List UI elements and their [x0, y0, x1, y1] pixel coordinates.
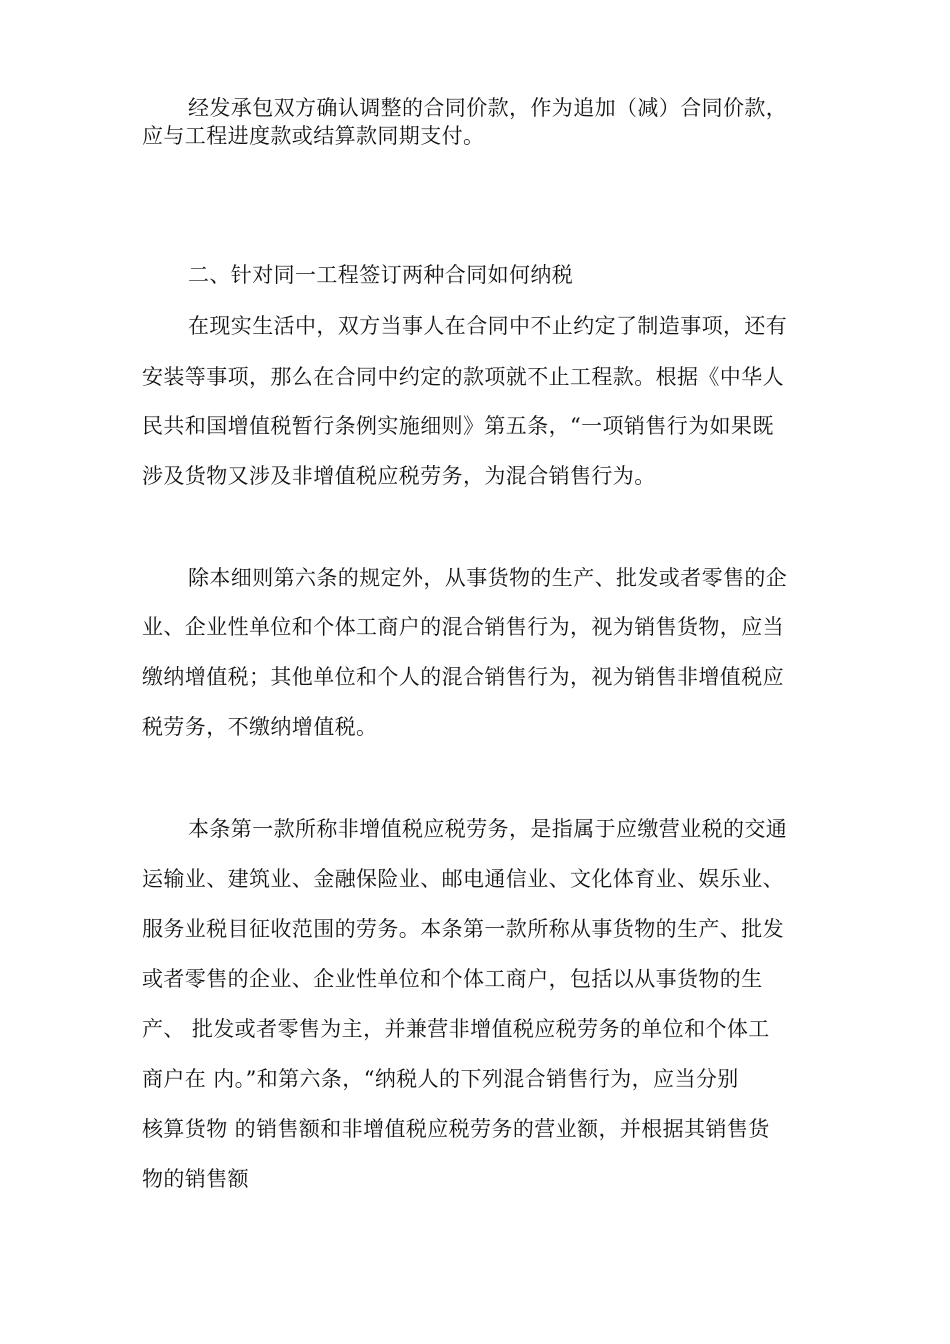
paragraph-line: 本条第一款所称非增值税应税劳务，是指属于应缴营业税的交通 — [188, 817, 788, 841]
paragraph-line: 涉及货物又涉及非增值税应税劳务，为混合销售行为。 — [142, 464, 656, 488]
paragraph-line: 应与工程进度款或结算款同期支付。 — [142, 124, 485, 148]
paragraph-line: 物的销售额 — [142, 1167, 249, 1191]
paragraph-line: 产、 批发或者零售为主，并兼营非增值税应税劳务的单位和个体工 — [142, 1017, 770, 1041]
paragraph-line: 税劳务，不缴纳增值税。 — [142, 715, 378, 739]
paragraph-line: 服务业税目征收范围的劳务。本条第一款所称从事货物的生产、批发 — [142, 917, 784, 941]
section-heading: 二、针对同一工程签订两种合同如何纳税 — [188, 263, 574, 287]
paragraph-line: 在现实生活中，双方当事人在合同中不止约定了制造事项，还有 — [188, 314, 788, 338]
paragraph-line: 民共和国增值税暂行条例实施细则》第五条，“一项销售行为如果既 — [142, 414, 774, 438]
paragraph-line: 缴纳增值税；其他单位和个人的混合销售行为，视为销售非增值税应 — [142, 665, 784, 689]
paragraph-line: 运输业、建筑业、金融保险业、邮电通信业、文化体育业、娱乐业、 — [142, 867, 784, 891]
paragraph-line: 核算货物 的销售额和非增值税应税劳务的营业额，并根据其销售货 — [142, 1117, 770, 1141]
paragraph-line: 除本细则第六条的规定外，从事货物的生产、批发或者零售的企 — [188, 566, 788, 590]
paragraph-line: 商户在 内。”和第六条，“纳税人的下列混合销售行为，应当分别 — [142, 1067, 739, 1091]
paragraph-line: 安装等事项，那么在合同中约定的款项就不止工程款。根据《中华人 — [142, 365, 784, 389]
paragraph-line: 经发承包双方确认调整的合同价款，作为追加（减）合同价款， — [188, 96, 788, 120]
paragraph-line: 业、企业性单位和个体工商户的混合销售行为，视为销售货物，应当 — [142, 615, 784, 639]
paragraph-line: 或者零售的企业、企业性单位和个体工商户，包括以从事货物的生 — [142, 967, 763, 991]
